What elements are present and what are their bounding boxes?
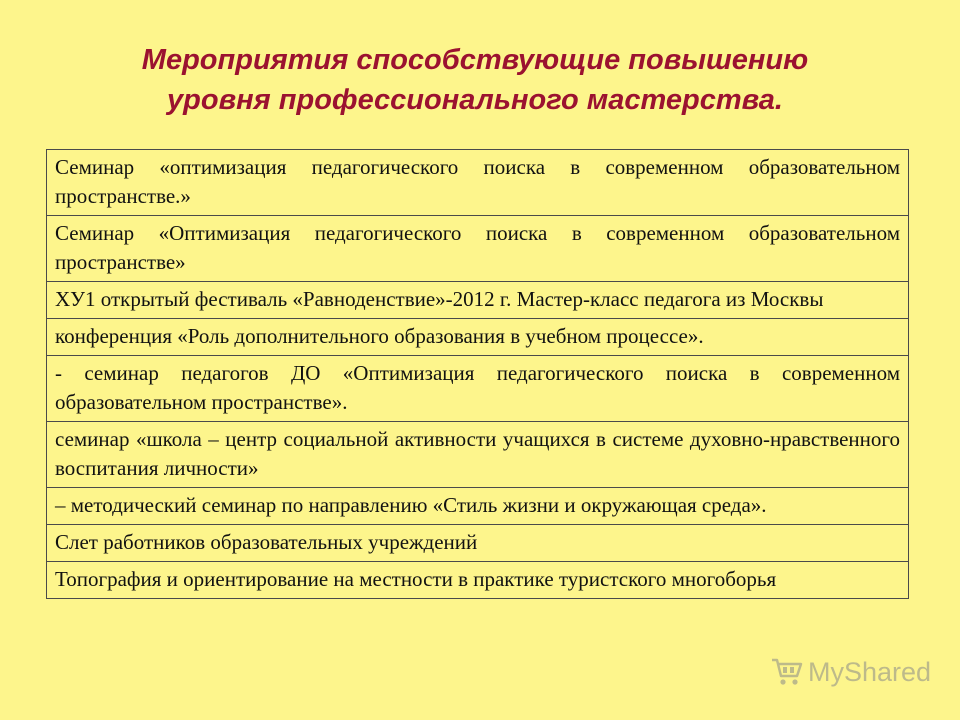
table-row bbox=[47, 319, 909, 356]
table-cell: – методический семинар по направлению «Стиль жизни и окружающая среда». bbox=[47, 488, 909, 525]
table-row bbox=[47, 422, 909, 488]
table-row bbox=[47, 282, 909, 319]
table-row bbox=[47, 488, 909, 525]
table-cell: ХУ1 открытый фестиваль «Равноденствие»-2012 г. Мастер-класс педагога из Москвы bbox=[47, 282, 909, 319]
table-cell: конференция «Роль дополнительного образования в учебном процессе». bbox=[47, 319, 909, 356]
slide-title-line-1: Мероприятия способствующие повышению bbox=[141, 44, 809, 76]
table-cell: семинар «школа – центр социальной активности учащихся в системе духовно-нравственного воспитания личности» bbox=[47, 422, 909, 488]
watermark-text: MyShared bbox=[808, 656, 932, 687]
table-row bbox=[47, 356, 909, 422]
slide-title bbox=[60, 40, 890, 120]
table-row bbox=[47, 150, 909, 216]
table-row bbox=[47, 562, 909, 599]
table-row bbox=[47, 525, 909, 562]
table-cell: - семинар педагогов ДО «Оптимизация педагогического поиска в современном образовательном пространстве». bbox=[47, 356, 909, 422]
table-row bbox=[47, 216, 909, 282]
slide-title-line-2: уровня профессионального мастерства. bbox=[167, 84, 783, 116]
table-cell: Слет работников образовательных учреждений bbox=[47, 525, 909, 562]
table-cell: Семинар «Оптимизация педагогического поиска в современном образовательном пространстве» bbox=[47, 216, 909, 282]
cart-icon bbox=[770, 656, 804, 688]
table-cell: Семинар «оптимизация педагогического поиска в современном образовательном пространстве.» bbox=[47, 150, 909, 216]
events-table bbox=[46, 149, 909, 599]
watermark-logo bbox=[770, 656, 931, 688]
table-cell: Топография и ориентирование на местности в практике туристского многоборья bbox=[47, 562, 909, 599]
